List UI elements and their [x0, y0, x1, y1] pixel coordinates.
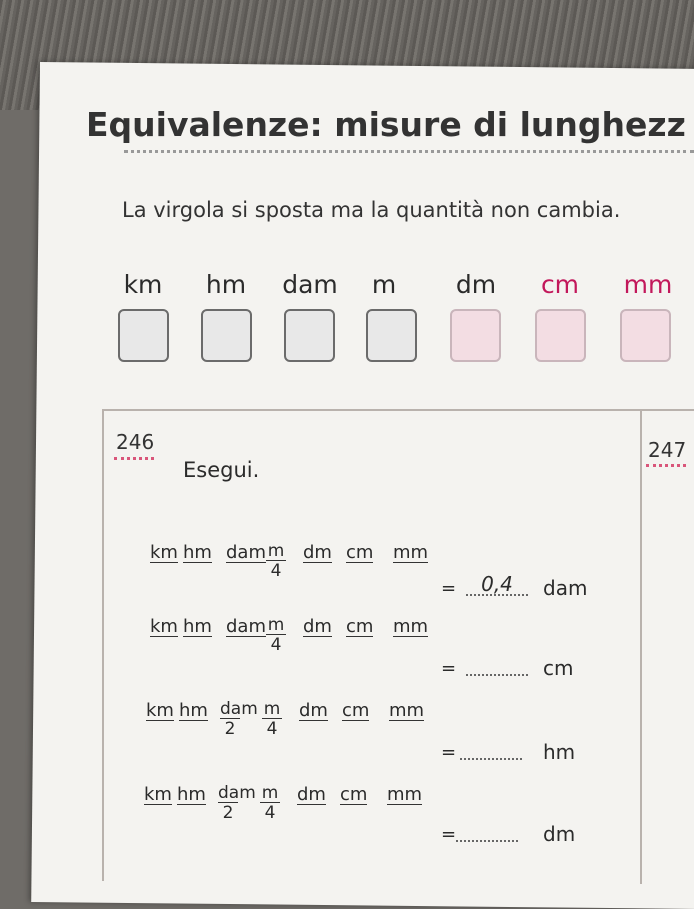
equals-sign: = [441, 824, 457, 845]
place-value-digit: 4 [270, 561, 282, 581]
place-value-digit: 4 [266, 719, 278, 739]
place-value-label: cm [346, 542, 374, 563]
place-value-label-cm [342, 700, 369, 721]
place-value-label-hm [177, 784, 206, 805]
unit-label-m: m [371, 270, 397, 299]
place-value-label: km [146, 700, 174, 721]
place-value-label-cm [340, 784, 367, 805]
equals-sign: = [441, 578, 457, 599]
exercise-number-246: 246 [116, 430, 155, 454]
place-value-label-dm [303, 616, 332, 637]
place-value-label-mm [387, 784, 422, 805]
place-value-label-mm [393, 616, 428, 637]
place-value-label-km [146, 700, 174, 721]
place-value-label-hm [183, 616, 212, 637]
place-value-label-cm [346, 616, 373, 637]
place-value-label: hm [177, 784, 206, 805]
place-value-label: dam [226, 542, 266, 563]
place-value-label-hm [183, 542, 212, 563]
place-value-label: cm [340, 784, 368, 805]
page-title: Equivalenze: misure di lunghezz [86, 105, 686, 144]
exercise-number-247: 247 [648, 438, 687, 462]
unit-label-hm: hm [205, 270, 247, 299]
place-value-label: dm [299, 700, 328, 721]
place-value-digit-m [266, 542, 286, 581]
answer-unit: dm [543, 822, 576, 846]
place-value-label: mm [387, 784, 423, 805]
place-value-label: km [150, 616, 178, 637]
place-value-label: m [267, 615, 285, 635]
place-value-label: km [144, 784, 172, 805]
unit-box-dm [450, 309, 501, 362]
answer-unit: dam [543, 576, 588, 600]
place-value-digit-dam [220, 699, 258, 739]
place-value-label: dm [303, 542, 332, 563]
place-value-label-km [144, 784, 172, 805]
place-value-label-dm [297, 784, 326, 805]
place-value-label: dm [303, 616, 332, 637]
unit-label-cm: cm [540, 270, 580, 299]
place-value-digit: 4 [264, 803, 276, 823]
place-value-digit: 2 [222, 803, 234, 823]
unit-label-km: km [123, 270, 163, 299]
unit-box-mm [620, 309, 671, 362]
exercise-number-247-dots [646, 464, 686, 467]
answer-blank[interactable] [466, 654, 528, 676]
place-value-label: dam [220, 699, 258, 719]
place-value-digit: 4 [270, 635, 282, 655]
place-value-label: mm [389, 700, 425, 721]
card-divider [640, 409, 642, 884]
place-value-digit-dam [218, 783, 256, 823]
place-value-label-mm [393, 542, 428, 563]
place-value-label: dm [297, 784, 326, 805]
place-value-label-mm [389, 700, 424, 721]
unit-box-cm [535, 309, 586, 362]
unit-label-mm: mm [623, 270, 673, 299]
place-value-digit: 2 [224, 719, 236, 739]
title-underline [124, 150, 694, 153]
subtitle: La virgola si sposta ma la quantità non cambia. [122, 198, 621, 222]
place-value-label: mm [393, 616, 429, 637]
equals-sign: = [441, 658, 457, 679]
place-value-label: m [263, 699, 281, 719]
place-value-label: m [267, 541, 285, 561]
place-value-label-cm [346, 542, 373, 563]
place-value-label: dam [218, 783, 256, 803]
unit-box-dam [284, 309, 335, 362]
answer-blank[interactable] [460, 738, 522, 760]
place-value-label: m [261, 783, 279, 803]
equals-sign: = [441, 742, 457, 763]
place-value-label: hm [183, 542, 212, 563]
answer-blank[interactable]: 0,4 [466, 574, 528, 596]
place-value-label: dam [226, 616, 266, 637]
place-value-label: hm [179, 700, 208, 721]
place-value-label-dm [303, 542, 332, 563]
unit-box-m [366, 309, 417, 362]
answer-blank[interactable] [456, 820, 518, 842]
unit-label-dm: dm [455, 270, 497, 299]
unit-label-dam: dam [282, 270, 338, 299]
place-value-digit-m [262, 700, 282, 739]
place-value-digit-m [260, 784, 280, 823]
exercise-number-246-dots [114, 457, 154, 460]
place-value-digit-m [266, 616, 286, 655]
unit-box-hm [201, 309, 252, 362]
place-value-label-dam [226, 542, 266, 563]
place-value-label: hm [183, 616, 212, 637]
answer-unit: hm [543, 740, 576, 764]
place-value-label: cm [346, 616, 374, 637]
place-value-label-km [150, 542, 178, 563]
place-value-label-dam [226, 616, 266, 637]
place-value-label: cm [342, 700, 370, 721]
place-value-label-dm [299, 700, 328, 721]
place-value-label: km [150, 542, 178, 563]
unit-box-km [118, 309, 169, 362]
place-value-label-hm [179, 700, 208, 721]
place-value-label-km [150, 616, 178, 637]
instruction: Esegui. [183, 458, 260, 482]
place-value-label: mm [393, 542, 429, 563]
answer-unit: cm [543, 656, 574, 680]
